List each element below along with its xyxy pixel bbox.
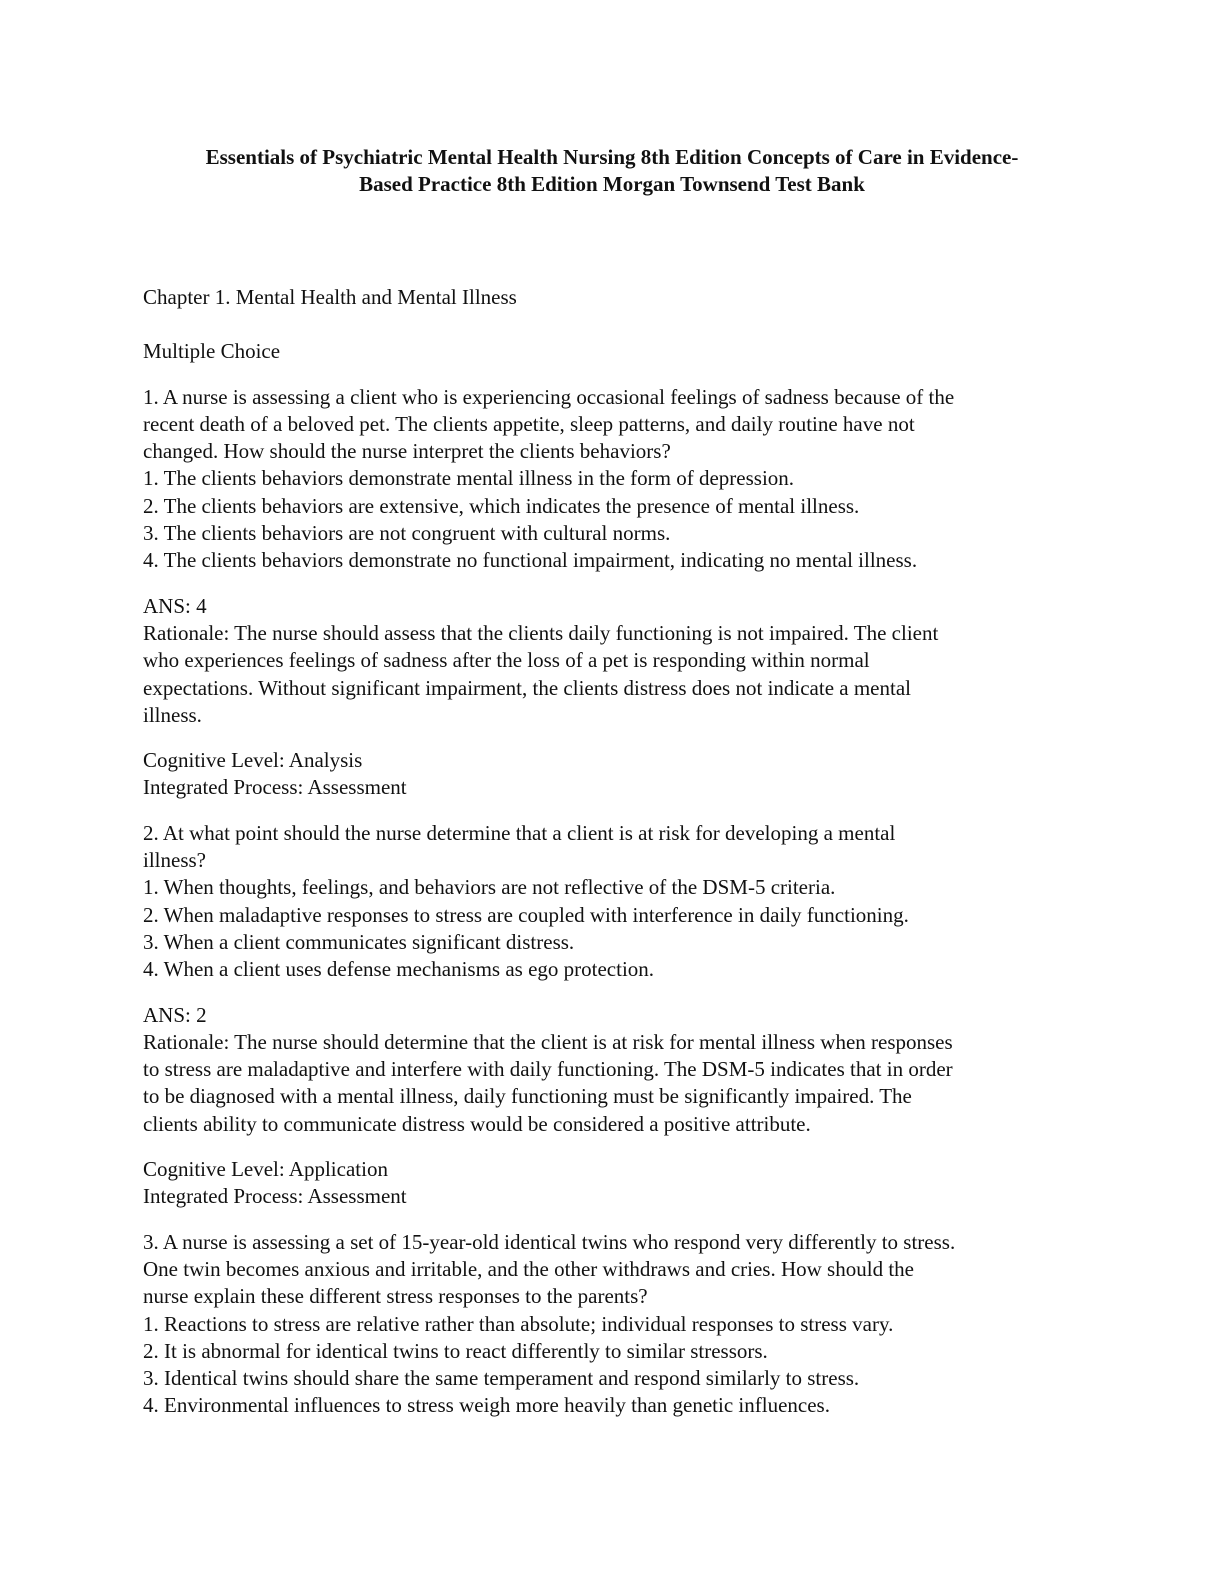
title-line: Based Practice 8th Edition Morgan Townsend Test Bank — [359, 172, 865, 196]
question-stem-line: 3. A nurse is assessing a set of 15-year-old identical twins who respond very differently to stress. — [143, 1229, 956, 1254]
meta-block-2 — [143, 1156, 1103, 1211]
answer-option: 4. When a client uses defense mechanisms as ego protection. — [143, 957, 655, 982]
answer-option: 2. It is abnormal for identical twins to react differently to similar stressors. — [143, 1338, 768, 1363]
rationale-line: clients ability to communicate distress would be considered a positive attribute. — [143, 1111, 811, 1136]
question-stem-line: nurse explain these different stress responses to the parents? — [143, 1284, 648, 1309]
chapter-heading: Chapter 1. Mental Health and Mental Illness — [143, 285, 517, 309]
question-stem-line: 2. At what point should the nurse determine that a client is at risk for developing a mental — [143, 820, 896, 845]
integrated-process: Integrated Process: Assessment — [143, 1184, 407, 1209]
question-stem-line: 1. A nurse is assessing a client who is experiencing occasional feelings of sadness because of the — [143, 384, 955, 409]
document-body — [143, 284, 1103, 1438]
rationale-line: Rationale: The nurse should determine that the client is at risk for mental illness when responses — [143, 1029, 953, 1054]
answer-option: 1. The clients behaviors demonstrate mental illness in the form of depression. — [143, 466, 795, 491]
rationale-line: to stress are maladaptive and interfere with daily functioning. The DSM-5 indicates that in order — [143, 1057, 953, 1082]
answer-key: ANS: 2 — [143, 1002, 207, 1027]
rationale-line: illness. — [143, 702, 202, 727]
cognitive-level: Cognitive Level: Analysis — [143, 748, 363, 773]
answer-option: 1. Reactions to stress are relative rather than absolute; individual responses to stress vary. — [143, 1311, 894, 1336]
section-heading: Multiple Choice — [143, 339, 281, 364]
answer-option: 2. When maladaptive responses to stress are coupled with interference in daily functioning. — [143, 902, 909, 927]
question-1 — [143, 384, 1103, 575]
rationale-line: expectations. Without significant impairment, the clients distress does not indicate a mental — [143, 675, 911, 700]
answer-option: 1. When thoughts, feelings, and behaviors are not reflective of the DSM-5 criteria. — [143, 875, 836, 900]
question-stem-line: One twin becomes anxious and irritable, and the other withdraws and cries. How should the — [143, 1256, 914, 1281]
answer-key: ANS: 4 — [143, 593, 207, 618]
answer-option: 3. The clients behaviors are not congruent with cultural norms. — [143, 521, 671, 546]
answer-block-2 — [143, 1002, 1103, 1138]
question-stem-line: illness? — [143, 848, 206, 873]
title-line: Essentials of Psychiatric Mental Health Nursing 8th Edition Concepts of Care in Evidence- — [205, 145, 1019, 169]
rationale-line: to be diagnosed with a mental illness, daily functioning must be significantly impaired. The — [143, 1084, 912, 1109]
question-stem-line: changed. How should the nurse interpret the clients behaviors? — [143, 439, 671, 464]
answer-option: 3. When a client communicates significant distress. — [143, 929, 575, 954]
document-title — [120, 144, 1104, 198]
meta-block-1 — [143, 747, 1103, 802]
answer-option: 4. Environmental influences to stress weigh more heavily than genetic influences. — [143, 1393, 830, 1418]
question-2 — [143, 820, 1103, 984]
question-stem-line: recent death of a beloved pet. The clients appetite, sleep patterns, and daily routine have not — [143, 411, 915, 436]
answer-block-1 — [143, 593, 1103, 729]
rationale-line: who experiences feelings of sadness after the loss of a pet is responding within normal — [143, 648, 870, 673]
answer-option: 3. Identical twins should share the same temperament and respond similarly to stress. — [143, 1366, 860, 1391]
integrated-process: Integrated Process: Assessment — [143, 775, 407, 800]
answer-option: 2. The clients behaviors are extensive, which indicates the presence of mental illness. — [143, 493, 860, 518]
question-3 — [143, 1229, 1103, 1420]
rationale-line: Rationale: The nurse should assess that the clients daily functioning is not impaired. The client — [143, 620, 939, 645]
answer-option: 4. The clients behaviors demonstrate no functional impairment, indicating no mental illness. — [143, 548, 918, 573]
cognitive-level: Cognitive Level: Application — [143, 1157, 388, 1182]
